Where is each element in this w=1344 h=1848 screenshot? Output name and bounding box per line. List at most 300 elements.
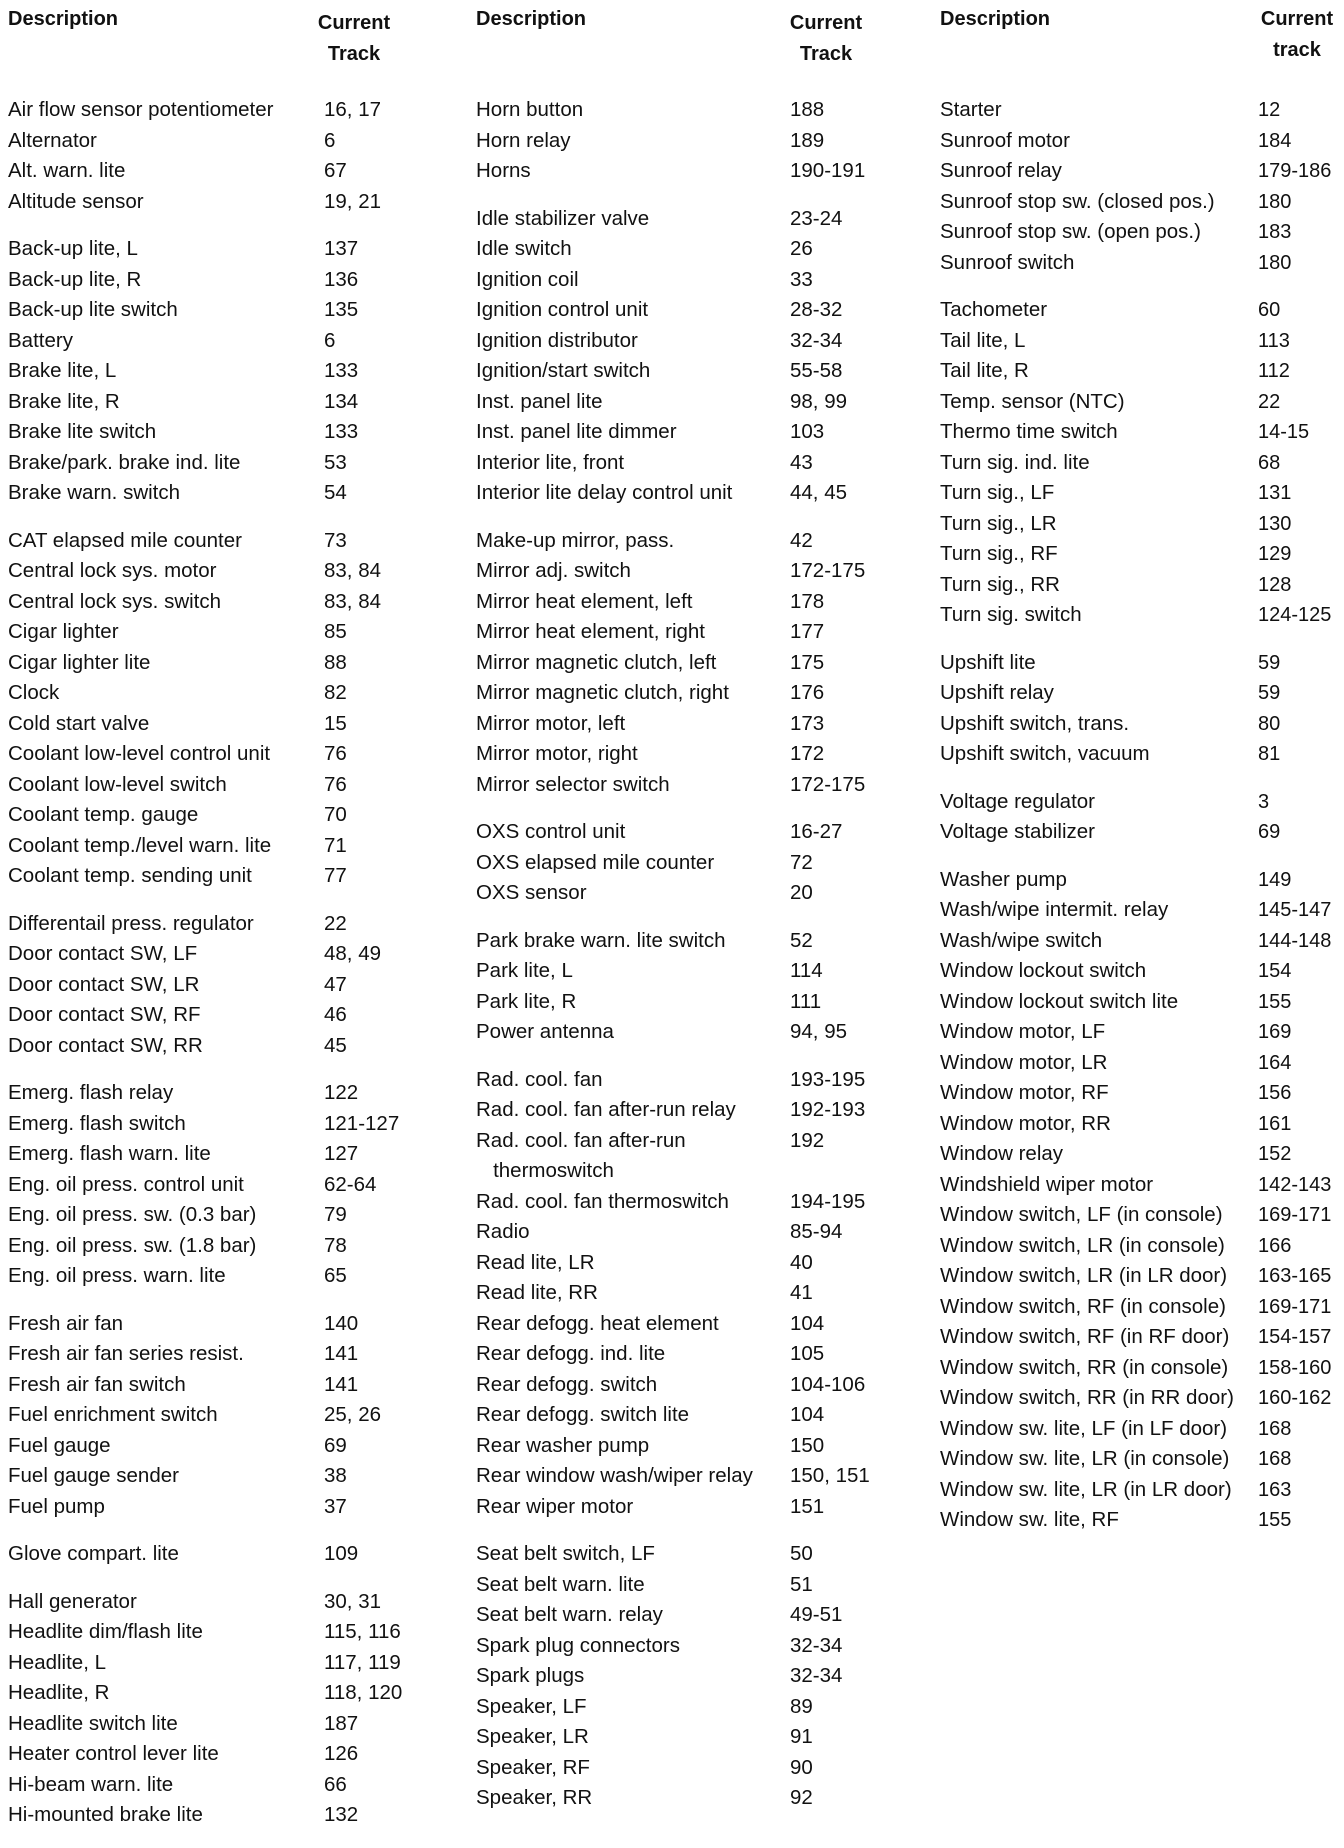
component-description: Fuel pump	[8, 1494, 105, 1518]
current-track-value: 98, 99	[790, 389, 847, 413]
component-description: Seat belt warn. relay	[476, 1603, 663, 1626]
component-description: Alt. warn. lite	[8, 159, 126, 182]
current-track-value: 168	[1258, 1417, 1292, 1440]
entry-group	[8, 95, 468, 217]
component-description: Coolant temp. sending unit	[8, 864, 252, 887]
current-track-value: 12	[1258, 99, 1281, 121]
current-track-value: 92	[790, 1786, 813, 1809]
current-track-value: 158-160	[1258, 1356, 1332, 1379]
current-track-value: 155	[1258, 990, 1292, 1013]
component-description: OXS sensor	[476, 881, 587, 904]
current-track-value: 172	[790, 742, 825, 765]
index-row	[940, 1444, 1344, 1475]
index-row	[8, 448, 468, 479]
component-description: Window switch, LF (in console)	[940, 1203, 1223, 1226]
component-description: Window motor, LF	[940, 1020, 1106, 1043]
component-description: Power antenna	[476, 1020, 614, 1043]
component-description: Rear defogg. switch lite	[476, 1403, 690, 1426]
entry-group	[940, 648, 1344, 770]
current-track-value: 169-171	[1258, 1204, 1332, 1226]
index-row	[940, 326, 1344, 357]
component-description: Window sw. lite, LR (in LR door)	[940, 1477, 1232, 1501]
component-description: Radio	[476, 1220, 530, 1243]
current-track-value: 184	[1258, 129, 1292, 152]
index-row	[476, 817, 932, 848]
current-track-value: 51	[790, 1572, 813, 1596]
index-row	[476, 648, 932, 679]
component-description: Fresh air fan series resist.	[8, 1342, 244, 1365]
index-row	[476, 448, 932, 479]
index-row	[940, 1353, 1344, 1384]
current-track-value: 130	[1258, 512, 1292, 535]
component-description: Seat belt switch, LF	[476, 1542, 655, 1565]
index-row	[476, 878, 932, 909]
entry-group	[8, 526, 468, 892]
component-description: Differentail press. regulator	[8, 911, 254, 935]
entry-group	[476, 526, 932, 801]
index-row	[8, 1739, 468, 1770]
current-track-value: 149	[1258, 868, 1292, 891]
component-description: Ignition/start switch	[476, 359, 651, 382]
component-description: Inst. panel lite	[476, 389, 603, 413]
index-row	[940, 156, 1344, 187]
index-row	[8, 1709, 468, 1740]
current-track-value: 179-186	[1258, 160, 1332, 182]
index-row	[476, 95, 932, 126]
component-description: Turn sig., RF	[940, 542, 1058, 565]
entry-group	[476, 95, 932, 187]
component-description: Window sw. lite, LF (in LF door)	[940, 1416, 1228, 1440]
component-description: Upshift switch, trans.	[940, 711, 1130, 735]
component-description: Window switch, LR (in console)	[940, 1233, 1225, 1257]
current-track-value: 23-24	[790, 206, 843, 230]
current-track-value: 134	[324, 389, 359, 413]
current-track-value: 37	[324, 1494, 347, 1518]
current-track-value: 163-165	[1258, 1265, 1332, 1287]
component-description: Alternator	[8, 128, 97, 152]
component-description: Fuel gauge sender	[8, 1464, 179, 1487]
component-description: Glove compart. lite	[8, 1542, 179, 1565]
component-description: Idle stabilizer valve	[476, 206, 650, 230]
entry-group	[8, 1309, 468, 1523]
index-row	[940, 1170, 1344, 1201]
description-heading: Description	[8, 8, 119, 30]
component-description: Speaker, RR	[476, 1786, 593, 1809]
current-track-value: 16, 17	[324, 98, 381, 121]
current-track-value: 180	[1258, 251, 1292, 274]
component-description: Park lite, L	[476, 959, 573, 982]
current-track-value: 164	[1258, 1051, 1292, 1074]
index-row	[476, 1539, 932, 1570]
index-row	[940, 1048, 1344, 1079]
index-row	[8, 1370, 468, 1401]
current-track-value: 59	[1258, 651, 1281, 674]
entry-group	[8, 1539, 468, 1570]
index-row	[8, 417, 468, 448]
component-description: Mirror selector switch	[476, 772, 670, 796]
index-row	[940, 1505, 1344, 1536]
current-track-value: 83, 84	[324, 559, 381, 582]
index-row	[940, 1139, 1344, 1170]
current-track-value: 150, 151	[790, 1464, 870, 1487]
component-description: Window switch, RF (in RF door)	[940, 1325, 1230, 1348]
current-track-value: 53	[324, 450, 347, 474]
index-row	[476, 1600, 932, 1631]
component-description: Rear defogg. switch	[476, 1372, 658, 1396]
component-description: Park lite, R	[476, 989, 577, 1013]
component-description: Headlite switch lite	[8, 1711, 178, 1735]
index-row	[476, 678, 932, 709]
component-description: Brake warn. switch	[8, 481, 181, 504]
index-row	[476, 1400, 932, 1431]
component-description: Window sw. lite, LR (in console)	[940, 1447, 1230, 1470]
index-row	[476, 1722, 932, 1753]
entry-group	[476, 204, 932, 509]
current-track-value: 69	[1258, 821, 1281, 843]
component-description: Rad. cool. fan thermoswitch	[476, 1189, 729, 1213]
index-row	[940, 709, 1344, 740]
index-column-2	[476, 0, 932, 1831]
index-row	[940, 1414, 1344, 1445]
component-description: Interior lite delay control unit	[476, 481, 733, 504]
entry-group	[940, 865, 1344, 1536]
index-row	[476, 265, 932, 296]
current-track-value: 137	[324, 237, 359, 260]
current-track-value: 163	[1258, 1478, 1292, 1501]
index-row	[940, 987, 1344, 1018]
current-track-value: 32-34	[790, 328, 843, 352]
component-description: Window switch, RF (in console)	[940, 1294, 1226, 1318]
component-description: Central lock sys. motor	[8, 559, 217, 582]
component-description: Turn sig. switch	[940, 603, 1082, 626]
current-track-value: 161	[1258, 1112, 1292, 1135]
index-row	[8, 1770, 468, 1801]
index-row	[476, 1278, 932, 1309]
current-track-value: 180	[1258, 190, 1292, 213]
component-description: Window motor, RF	[940, 1081, 1109, 1104]
current-track-value: 136	[324, 267, 359, 291]
component-description: Ignition coil	[476, 267, 579, 291]
component-description: OXS control unit	[476, 820, 626, 843]
index-row	[8, 1170, 468, 1201]
current-track-value: 80	[1258, 712, 1281, 735]
index-row	[8, 1800, 468, 1831]
component-description: Window motor, RR	[940, 1111, 1111, 1135]
column-header	[8, 0, 468, 95]
entry-group	[940, 295, 1344, 631]
index-row	[940, 1200, 1344, 1231]
component-description: Wash/wipe switch	[940, 928, 1103, 952]
current-track-value: 69	[324, 1433, 347, 1457]
current-track-value: 175	[790, 650, 825, 674]
current-track-value: 79	[324, 1203, 347, 1226]
entry-group	[476, 1539, 932, 1814]
current-track-value: 192-193	[790, 1098, 866, 1121]
index-row	[940, 509, 1344, 540]
current-track-value: 68	[1258, 451, 1281, 474]
component-description: Altitude sensor	[8, 189, 144, 213]
component-description: Washer pump	[940, 867, 1067, 891]
index-row	[476, 1339, 932, 1370]
component-description: Read lite, RR	[476, 1281, 598, 1304]
current-track-value: 22	[1258, 390, 1281, 413]
index-row	[940, 1109, 1344, 1140]
component-description: Fuel enrichment switch	[8, 1403, 218, 1426]
component-description: Window relay	[940, 1142, 1064, 1165]
index-row	[476, 926, 932, 957]
current-track-value: 111	[790, 989, 822, 1013]
current-track-value: 132	[324, 1803, 359, 1826]
entry-group	[8, 909, 468, 1062]
component-description: Window switch, RR (in console)	[940, 1355, 1229, 1379]
index-row	[476, 556, 932, 587]
current-track-value: 156	[1258, 1082, 1292, 1104]
index-row	[476, 204, 932, 235]
index-row	[8, 326, 468, 357]
index-row	[476, 1370, 932, 1401]
component-description: Door contact SW, RF	[8, 1003, 201, 1026]
index-row	[940, 1017, 1344, 1048]
component-description: Headlite, L	[8, 1650, 107, 1674]
entry-group	[940, 787, 1344, 848]
component-description: Sunroof motor	[940, 128, 1070, 152]
current-track-value: 155	[1258, 1509, 1292, 1531]
index-row	[476, 1661, 932, 1692]
current-track-value: 76	[324, 772, 347, 796]
index-row	[8, 95, 468, 126]
entry-group	[8, 234, 468, 509]
component-description: Door contact SW, LF	[8, 942, 198, 965]
index-row	[940, 739, 1344, 770]
index-row	[8, 234, 468, 265]
index-row	[476, 617, 932, 648]
component-description: Fuel gauge	[8, 1433, 111, 1457]
component-description: Emerg. flash switch	[8, 1111, 186, 1135]
current-track-value: 160-162	[1258, 1387, 1332, 1409]
component-description: Make-up mirror, pass.	[476, 528, 675, 552]
component-description: Rad. cool. fan	[476, 1067, 603, 1091]
current-track-value: 172-175	[790, 772, 866, 796]
index-row	[476, 478, 932, 509]
current-track-value: 50	[790, 1542, 813, 1565]
component-description: Mirror heat element, right	[476, 620, 706, 643]
index-row	[8, 295, 468, 326]
index-row	[8, 1231, 468, 1262]
current-track-value: 105	[790, 1342, 825, 1365]
component-description: Rad. cool. fan after-run relay	[476, 1098, 736, 1121]
index-row	[476, 848, 932, 879]
current-track-value: 194-195	[790, 1189, 866, 1213]
current-track-value: 131	[1258, 482, 1292, 504]
index-row	[476, 1017, 932, 1048]
index-row	[940, 817, 1344, 848]
current-track-value: 112	[1258, 360, 1290, 382]
current-track-value: 135	[324, 298, 359, 321]
current-track-heading: Current Track	[789, 12, 863, 65]
index-row	[8, 648, 468, 679]
index-row	[476, 1461, 932, 1492]
current-track-value: 104	[790, 1311, 825, 1335]
component-description: Speaker, RF	[476, 1755, 590, 1779]
current-track-value: 49-51	[790, 1603, 843, 1626]
component-description: Turn sig. ind. lite	[940, 450, 1090, 474]
index-row	[476, 1783, 932, 1814]
component-description: Window switch, LR (in LR door)	[940, 1264, 1228, 1287]
component-description: Eng. oil press. sw. (1.8 bar)	[8, 1233, 257, 1257]
current-track-value: 70	[324, 803, 347, 826]
component-description: Spark plug connectors	[476, 1633, 680, 1657]
index-row	[8, 1339, 468, 1370]
index-column-1	[8, 0, 468, 1848]
current-track-value: 47	[324, 972, 347, 996]
component-description: Mirror heat element, left	[476, 589, 693, 613]
index-row	[476, 417, 932, 448]
index-row	[8, 1431, 468, 1462]
current-track-value: 115, 116	[324, 1620, 401, 1643]
index-row	[8, 1139, 468, 1170]
current-track-value: 114	[790, 959, 823, 982]
component-description: Central lock sys. switch	[8, 589, 222, 613]
index-row	[8, 861, 468, 892]
current-track-value: 14-15	[1258, 421, 1310, 443]
component-description: Sunroof switch	[940, 250, 1075, 274]
index-row	[8, 678, 468, 709]
current-track-value: 85	[324, 620, 347, 643]
index-row	[940, 248, 1344, 279]
component-description: Starter	[940, 98, 1002, 121]
index-row	[476, 709, 932, 740]
index-row	[8, 1200, 468, 1231]
index-row	[940, 417, 1344, 448]
current-track-value: 173	[790, 711, 825, 735]
current-track-value: 85-94	[790, 1220, 843, 1243]
component-description: Headlite dim/flash lite	[8, 1620, 203, 1643]
component-description: Upshift lite	[940, 650, 1036, 674]
component-description: Brake lite switch	[8, 420, 157, 443]
index-row	[476, 156, 932, 187]
index-row	[8, 1309, 468, 1340]
index-row	[8, 1078, 468, 1109]
current-track-value: 62-64	[324, 1172, 377, 1196]
index-row	[940, 478, 1344, 509]
component-description: Temp. sensor (NTC)	[940, 389, 1125, 413]
current-track-value: 154-157	[1258, 1326, 1332, 1348]
current-track-value: 189	[790, 128, 825, 152]
current-track-value: 141	[324, 1342, 359, 1365]
component-description: OXS elapsed mile counter	[476, 850, 715, 874]
component-description: Thermo time switch	[940, 420, 1118, 443]
index-row	[476, 356, 932, 387]
index-row	[476, 1309, 932, 1340]
current-track-value: 104-106	[790, 1372, 866, 1396]
current-track-value: 126	[324, 1742, 359, 1765]
index-column-3	[940, 0, 1344, 1553]
component-description: Eng. oil press. sw. (0.3 bar)	[8, 1203, 257, 1226]
component-description: Turn sig., LF	[940, 481, 1055, 504]
current-track-value: 22	[324, 911, 347, 935]
index-row	[940, 895, 1344, 926]
current-track-value: 118, 120	[324, 1681, 403, 1704]
index-row	[940, 95, 1344, 126]
component-description: Brake/park. brake ind. lite	[8, 450, 241, 474]
current-track-value: 89	[790, 1694, 813, 1718]
component-description: Hall generator	[8, 1589, 137, 1613]
current-track-value: 28-32	[790, 298, 843, 321]
component-description: Rear washer pump	[476, 1433, 650, 1457]
component-description: Battery	[8, 328, 73, 352]
index-row	[8, 587, 468, 618]
component-description: Fresh air fan	[8, 1311, 124, 1335]
component-description: Idle switch	[476, 237, 572, 260]
current-track-value: 46	[324, 1003, 347, 1026]
current-track-value: 128	[1258, 573, 1292, 596]
current-track-value: 82	[324, 681, 347, 704]
index-row	[8, 770, 468, 801]
component-description: Upshift relay	[940, 681, 1054, 704]
component-description: Cigar lighter lite	[8, 650, 151, 674]
current-track-value: 52	[790, 928, 813, 952]
current-track-value: 172-175	[790, 559, 866, 582]
index-row	[476, 1631, 932, 1662]
current-track-value: 127	[324, 1142, 359, 1165]
component-description: Hi-mounted brake lite	[8, 1803, 203, 1826]
index-row	[476, 956, 932, 987]
index-row	[940, 570, 1344, 601]
index-row	[8, 1261, 468, 1292]
index-row	[8, 739, 468, 770]
current-track-value: 192	[790, 1128, 825, 1152]
current-track-value: 48, 49	[324, 942, 381, 965]
index-row	[8, 909, 468, 940]
index-row	[8, 126, 468, 157]
index-row	[476, 1492, 932, 1523]
index-row	[476, 326, 932, 357]
current-track-value: 32-34	[790, 1664, 843, 1687]
current-track-value: 121-127	[324, 1111, 400, 1135]
index-row	[8, 1587, 468, 1618]
current-track-value: 72	[790, 850, 813, 874]
index-row	[476, 1753, 932, 1784]
current-track-value: 103	[790, 420, 825, 443]
current-track-value: 65	[324, 1264, 347, 1287]
index-row	[940, 956, 1344, 987]
current-track-value: 177	[790, 620, 825, 643]
component-description: Rear defogg. ind. lite	[476, 1342, 666, 1365]
index-row	[940, 1261, 1344, 1292]
component-description: Air flow sensor potentiometer	[8, 98, 274, 121]
index-row	[8, 156, 468, 187]
index-row	[8, 1400, 468, 1431]
index-row	[476, 1217, 932, 1248]
current-track-value: 141	[324, 1372, 359, 1396]
index-row	[8, 1539, 468, 1570]
component-description: Window lockout switch lite	[940, 989, 1179, 1013]
component-description: Speaker, LF	[476, 1694, 587, 1718]
component-description: Mirror magnetic clutch, left	[476, 650, 717, 674]
description-heading: Description	[940, 8, 1051, 30]
current-track-value: 73	[324, 528, 347, 552]
current-track-heading: Current Track	[317, 12, 391, 65]
component-description: Rear defogg. heat element	[476, 1311, 719, 1335]
index-row	[940, 1292, 1344, 1323]
component-description: Emerg. flash warn. lite	[8, 1142, 211, 1165]
index-row	[940, 1322, 1344, 1353]
current-track-value: 142-143	[1258, 1173, 1332, 1196]
current-track-value: 169-171	[1258, 1295, 1332, 1318]
index-row	[8, 265, 468, 296]
index-row	[476, 1570, 932, 1601]
index-row	[940, 600, 1344, 631]
